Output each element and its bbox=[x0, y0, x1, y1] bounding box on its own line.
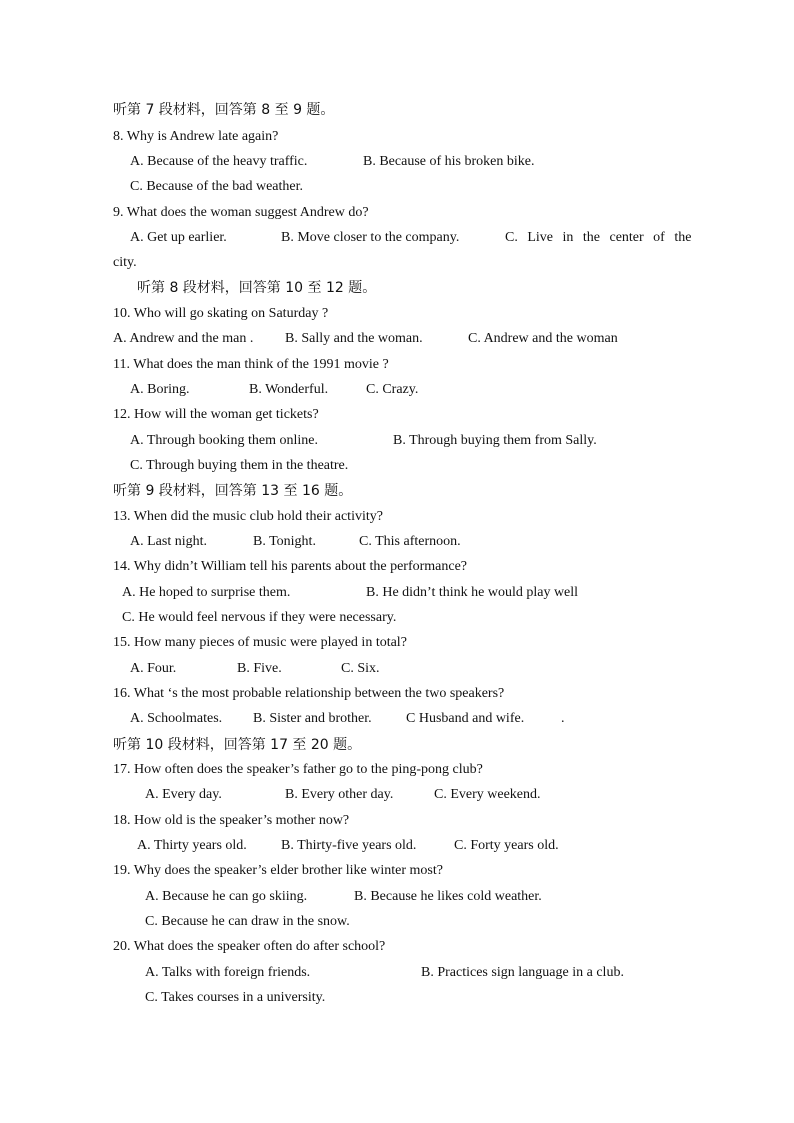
question-16: 16. What ‘s the most probable relationship between the two speakers? bbox=[113, 686, 505, 701]
question-14: 14. Why didn’t William tell his parents about the performance? bbox=[113, 559, 468, 574]
option-20-c: C. Takes courses in a university. bbox=[145, 990, 326, 1005]
option-18-a: A. Thirty years old. bbox=[137, 838, 247, 853]
question-18: 18. How old is the speaker’s mother now? bbox=[113, 813, 350, 828]
section-heading-9: 听第 9 段材料，回答第 13 至 16 题。 bbox=[113, 483, 353, 499]
option-14-b: B. He didn’t think he would play well bbox=[366, 585, 579, 600]
option-17-a: A. Every day. bbox=[145, 787, 222, 802]
question-8: 8. Why is Andrew late again? bbox=[113, 129, 279, 144]
option-16-trailing-dot: . bbox=[561, 711, 565, 726]
option-9-c-wrap: city. bbox=[113, 255, 137, 270]
option-20-a: A. Talks with foreign friends. bbox=[145, 965, 311, 980]
option-11-b: B. Wonderful. bbox=[249, 382, 329, 397]
question-19: 19. Why does the speaker’s elder brother like winter most? bbox=[113, 863, 443, 878]
option-8-c: C. Because of the bad weather. bbox=[130, 179, 303, 194]
option-16-c: C Husband and wife. bbox=[406, 711, 525, 726]
question-9: 9. What does the woman suggest Andrew do? bbox=[113, 205, 369, 220]
question-15: 15. How many pieces of music were played in total? bbox=[113, 635, 407, 650]
question-17: 17. How often does the speaker’s father go to the ping-pong club? bbox=[113, 762, 483, 777]
option-10-a: A. Andrew and the man . bbox=[113, 331, 254, 346]
question-12: 12. How will the woman get tickets? bbox=[113, 407, 319, 422]
option-12-b: B. Through buying them from Sally. bbox=[393, 433, 597, 448]
section-heading-7: 听第 7 段材料，回答第 8 至 9 题。 bbox=[113, 102, 335, 118]
option-15-a: A. Four. bbox=[130, 661, 177, 676]
option-13-a: A. Last night. bbox=[130, 534, 207, 549]
option-9-a: A. Get up earlier. bbox=[130, 230, 227, 245]
option-8-a: A. Because of the heavy traffic. bbox=[130, 154, 308, 169]
option-9-b: B. Move closer to the company. bbox=[281, 230, 460, 245]
option-12-c: C. Through buying them in the theatre. bbox=[130, 458, 349, 473]
question-13: 13. When did the music club hold their activity? bbox=[113, 509, 383, 524]
option-16-a: A. Schoolmates. bbox=[130, 711, 223, 726]
question-20: 20. What does the speaker often do after school? bbox=[113, 939, 386, 954]
question-11: 11. What does the man think of the 1991 movie ? bbox=[113, 357, 389, 372]
option-17-b: B. Every other day. bbox=[285, 787, 394, 802]
option-14-c: C. He would feel nervous if they were necessary. bbox=[122, 610, 397, 625]
option-10-c: C. Andrew and the woman bbox=[468, 331, 618, 346]
option-14-a: A. He hoped to surprise them. bbox=[122, 585, 291, 600]
section-heading-10: 听第 10 段材料，回答第 17 至 20 题。 bbox=[113, 737, 362, 753]
option-18-c: C. Forty years old. bbox=[454, 838, 559, 853]
option-17-c: C. Every weekend. bbox=[434, 787, 541, 802]
option-10-b: B. Sally and the woman. bbox=[285, 331, 423, 346]
option-8-b: B. Because of his broken bike. bbox=[363, 154, 535, 169]
option-13-c: C. This afternoon. bbox=[359, 534, 461, 549]
option-18-b: B. Thirty-five years old. bbox=[281, 838, 417, 853]
option-15-c: C. Six. bbox=[341, 661, 380, 676]
option-19-a: A. Because he can go skiing. bbox=[145, 889, 308, 904]
option-13-b: B. Tonight. bbox=[253, 534, 316, 549]
option-20-b: B. Practices sign language in a club. bbox=[421, 965, 624, 980]
option-12-a: A. Through booking them online. bbox=[130, 433, 318, 448]
option-19-c: C. Because he can draw in the snow. bbox=[145, 914, 350, 929]
option-19-b: B. Because he likes cold weather. bbox=[354, 889, 542, 904]
option-9-c: C. Live in the center of the bbox=[505, 230, 692, 245]
option-15-b: B. Five. bbox=[237, 661, 282, 676]
option-16-b: B. Sister and brother. bbox=[253, 711, 372, 726]
option-11-a: A. Boring. bbox=[130, 382, 190, 397]
section-heading-8: 听第 8 段材料，回答第 10 至 12 题。 bbox=[137, 280, 377, 296]
option-11-c: C. Crazy. bbox=[366, 382, 419, 397]
question-10: 10. Who will go skating on Saturday ? bbox=[113, 306, 329, 321]
